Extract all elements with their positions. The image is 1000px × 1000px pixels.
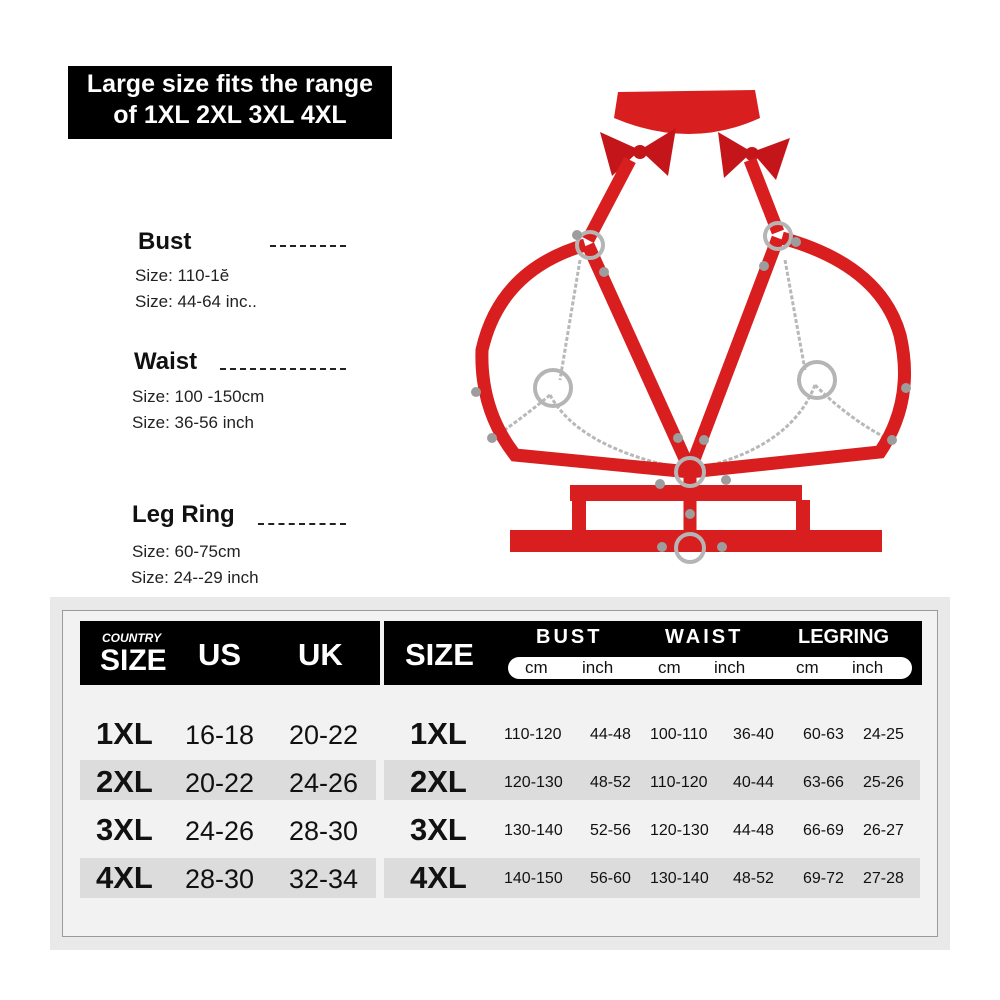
row-bust-inch: 56-60 [590, 870, 631, 887]
waist-title: Waist [134, 348, 198, 375]
row-size-right: 1XL [410, 716, 467, 751]
bust-size-cm: Size: 110-1ĕ [135, 266, 230, 285]
bow-left [600, 128, 676, 176]
banner-line-1: Large size fits the range [86, 70, 374, 98]
row-bust-inch: 52-56 [590, 822, 631, 839]
unit-waist-cm: cm [658, 658, 681, 677]
header-waist: WAIST [665, 626, 744, 648]
header-country: COUNTRY [102, 631, 162, 645]
leg-ring-leader-line [258, 523, 346, 525]
banner-line-2: of 1XL 2XL 3XL 4XL [113, 101, 347, 129]
header-legring: LEGRING [798, 626, 890, 648]
row-waist-inch: 48-52 [733, 870, 774, 887]
row-uk: 32-34 [289, 864, 359, 894]
row-us: 24-26 [185, 816, 255, 846]
row-size: 4XL [96, 860, 153, 895]
unit-leg-cm: cm [796, 658, 819, 677]
row-leg-cm: 66-69 [803, 822, 844, 839]
waist-size-inch: Size: 36-56 inch [132, 413, 254, 432]
row-bust-inch: 48-52 [590, 774, 631, 791]
row-size: 1XL [96, 716, 153, 751]
row-uk: 20-22 [289, 720, 359, 750]
row-waist-cm: 130-140 [650, 870, 709, 887]
row-us: 16-18 [185, 720, 255, 750]
side-strap-right [796, 500, 810, 538]
row-waist-cm: 100-110 [650, 726, 708, 743]
header-size-left: SIZE [100, 644, 167, 677]
row-waist-cm: 110-120 [650, 774, 708, 791]
harness-product-image [470, 80, 930, 580]
row-size: 2XL [96, 764, 153, 799]
row-bust-cm: 120-130 [504, 774, 563, 791]
row-waist-inch: 40-44 [733, 774, 774, 791]
header-uk: UK [298, 637, 343, 672]
bust-leader-line [270, 245, 346, 247]
row-size-right: 2XL [410, 764, 467, 799]
unit-waist-inch: inch [714, 658, 746, 677]
waist-leader-line [220, 368, 346, 370]
row-size: 3XL [96, 812, 153, 847]
row-waist-inch: 44-48 [733, 822, 774, 839]
row-us: 20-22 [185, 768, 255, 798]
row-uk: 28-30 [289, 816, 359, 846]
leg-ring-size-inch: Size: 24--29 inch [131, 568, 259, 587]
header-size-right: SIZE [405, 637, 474, 672]
waist-size-cm: Size: 100 -150cm [132, 387, 265, 406]
leg-ring-size-cm: Size: 60-75cm [132, 542, 241, 561]
row-bust-cm: 130-140 [504, 822, 563, 839]
row-leg-inch: 26-27 [863, 822, 904, 839]
row-size-right: 3XL [410, 812, 467, 847]
row-waist-inch: 36-40 [733, 726, 774, 743]
side-strap-left [572, 500, 586, 538]
row-waist-cm: 120-130 [650, 822, 709, 839]
unit-leg-inch: inch [852, 658, 884, 677]
row-leg-inch: 27-28 [863, 870, 904, 887]
row-size-right: 4XL [410, 860, 467, 895]
unit-bust-inch: inch [582, 658, 614, 677]
row-leg-cm: 60-63 [803, 726, 844, 743]
row-leg-inch: 24-25 [863, 726, 904, 743]
size-range-banner [68, 66, 392, 139]
row-leg-cm: 63-66 [803, 774, 844, 791]
row-bust-cm: 110-120 [504, 726, 562, 743]
bust-title: Bust [138, 228, 192, 255]
bust-size-inch: Size: 44-64 inc.. [135, 292, 257, 311]
row-leg-inch: 25-26 [863, 774, 904, 791]
header-us: US [198, 637, 242, 672]
row-bust-inch: 44-48 [590, 726, 631, 743]
unit-bust-cm: cm [525, 658, 548, 677]
row-us: 28-30 [185, 864, 255, 894]
leg-ring-title: Leg Ring [132, 501, 235, 528]
row-leg-cm: 69-72 [803, 870, 844, 887]
row-bust-cm: 140-150 [504, 870, 563, 887]
header-bust: BUST [536, 626, 603, 648]
row-uk: 24-26 [289, 768, 359, 798]
collar-strap [614, 90, 760, 134]
